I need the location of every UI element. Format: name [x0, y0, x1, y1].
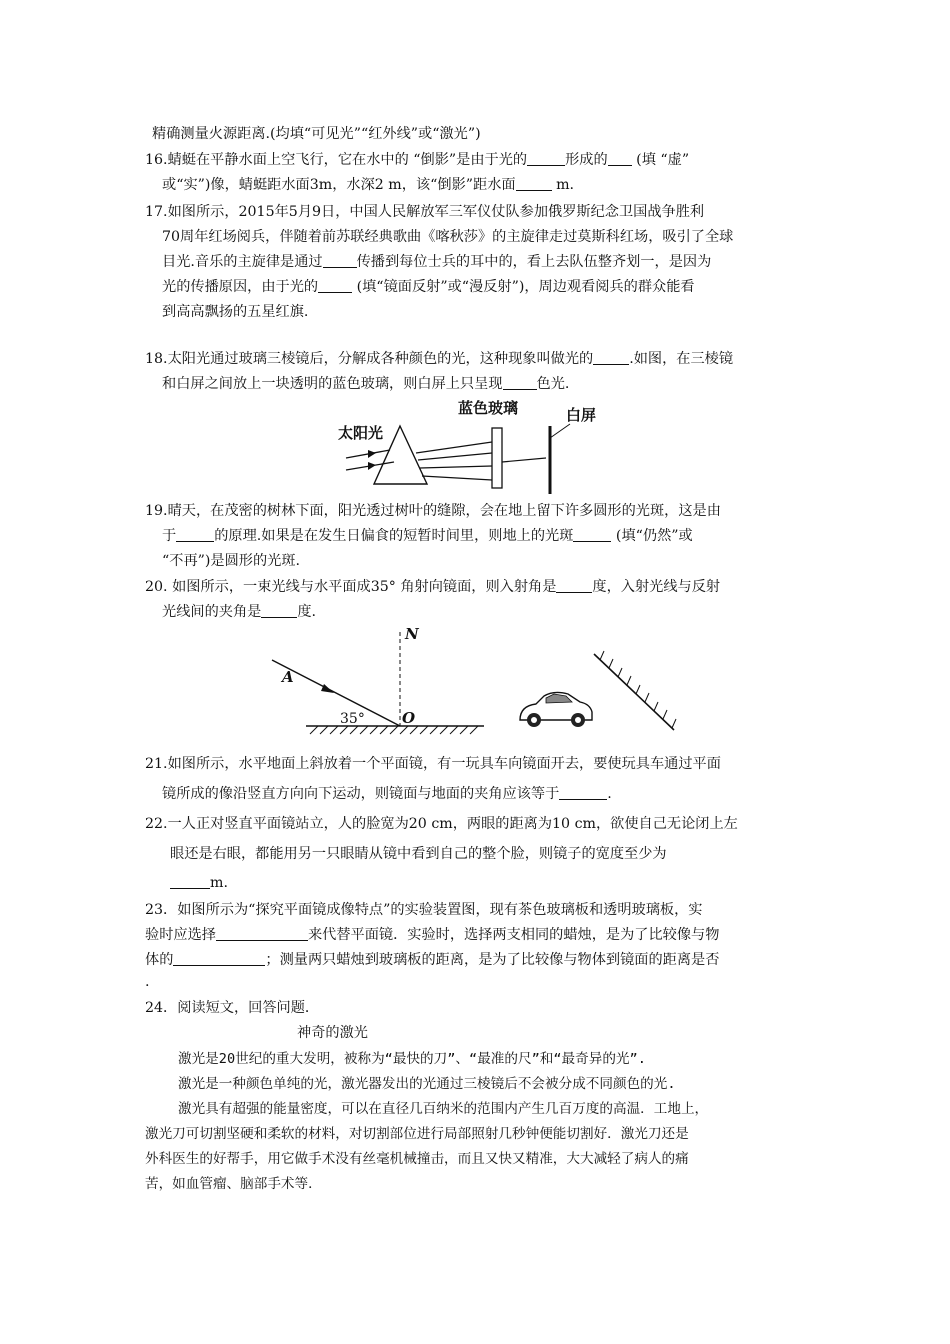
q23-line4: .	[145, 974, 150, 990]
ray-label: A	[282, 668, 294, 686]
q16-text: (填 “虚”	[631, 152, 690, 168]
q22-line2: 眼还是右眼，都能用另一只眼睛从镜中看到自己的整个脸，则镜子的宽度至少为	[170, 846, 667, 862]
prism-figure	[330, 398, 620, 498]
answer-blank[interactable]	[261, 602, 297, 618]
q24-paragraph: 苦，如血管瘤、脑部手术等．	[145, 1176, 322, 1192]
q18-line1	[145, 349, 733, 369]
q24-paragraph: 激光刀可切割坚硬和柔软的材料，对切割部位进行局部照射几秒钟便能切割好．激光刀还是	[145, 1126, 689, 1142]
answer-blank[interactable]	[323, 252, 357, 268]
sun-label: 太阳光	[338, 424, 384, 442]
point-label: O	[402, 709, 416, 727]
q20-text: 度.	[297, 604, 317, 620]
q21-line2	[162, 784, 612, 804]
q18-text: 色光.	[536, 376, 570, 392]
q18-text: .如图，在三棱镜	[629, 351, 734, 367]
refracted-ray	[422, 476, 492, 480]
car-mirror-figure	[510, 642, 710, 742]
q16-text: m.	[551, 177, 575, 193]
q21-text: .	[607, 786, 612, 802]
q23-text: 体的	[145, 952, 174, 968]
answer-blank[interactable]	[559, 784, 607, 800]
q23-text: 来代替平面镜．实验时，选择两支相同的蜡烛，是为了比较像与物	[307, 927, 720, 943]
reflection-figure	[260, 622, 500, 740]
refracted-ray	[420, 466, 492, 468]
q24-title: 神奇的激光	[297, 1025, 368, 1041]
q23-line3	[145, 950, 719, 970]
q19-line1: 19.晴天，在茂密的树林下面，阳光透过树叶的缝隙，会在地上留下许多圆形的光斑，这是由	[145, 503, 721, 519]
arrow-head	[321, 684, 334, 693]
q24-paragraph: 激光具有超强的能量密度，可以在直径几百纳米的范围内产生几百万度的高温．工地上，	[178, 1101, 709, 1117]
q17-text: (填“镜面反射”或“漫反射”)，周边观看阅兵的群众能看	[352, 279, 695, 295]
q18-text: 18.太阳光通过玻璃三棱镜后，分解成各种颜色的光，这种现象叫做光的	[145, 351, 594, 367]
answer-blank[interactable]	[216, 925, 308, 941]
screen-label-pointer	[550, 424, 570, 438]
q18-text: 和白屏之间放上一块透明的蓝色玻璃，则白屏上只呈现	[162, 376, 503, 392]
q17-text: 传播到每位士兵的耳中的，看上去队伍整齐划一，是因为	[356, 254, 712, 270]
answer-blank[interactable]	[527, 150, 565, 166]
q16-text: 形成的	[565, 152, 608, 168]
q17-text: 目光.音乐的主旋律是通过	[162, 254, 323, 270]
toy-car	[520, 692, 592, 727]
q17-line2: 70周年红场阅兵，伴随着前苏联经典歌曲《喀秋莎》的主旋律走过莫斯科红场，吸引了全球	[162, 229, 734, 245]
q16-text: 16.蜻蜓在平静水面上空飞行，它在水中的 “倒影”是由于光的	[145, 152, 528, 168]
answer-blank[interactable]	[593, 349, 629, 365]
answer-blank[interactable]	[556, 577, 592, 593]
blue-glass-plate	[492, 428, 502, 488]
q22-line3	[170, 873, 228, 893]
blue-glass-label: 蓝色玻璃	[458, 399, 519, 417]
q20-line2	[162, 602, 316, 622]
answer-blank[interactable]	[176, 526, 214, 542]
q21-line1: 21.如图所示，水平地面上斜放着一个平面镜，有一玩具车向镜面开去，要使玩具车通过平面	[145, 756, 721, 772]
q23-text: 验时应选择	[145, 927, 216, 943]
q16-text: 或“实”)像，蜻蜓距水面3m，水深2 m，该“倒影”距水面	[162, 177, 516, 193]
answer-blank[interactable]	[503, 374, 537, 390]
mirror-hatching	[310, 726, 478, 734]
q24-paragraph: 外科医生的好帮手，用它做手术没有丝毫机械撞击，而且又快又精准，大大减轻了病人的痛	[145, 1151, 689, 1167]
q17-text: 光的传播原因，由于光的	[162, 279, 319, 295]
q20-text: 光线间的夹角是	[162, 604, 262, 620]
answer-blank[interactable]	[516, 175, 552, 191]
answer-blank[interactable]	[608, 150, 632, 166]
q20-text: 度，入射光线与反射	[592, 579, 721, 595]
white-screen-label: 白屏	[566, 406, 597, 424]
q18-line2	[162, 374, 569, 394]
q23-line1: 23．如图所示为“探究平面镜成像特点”的实验装置图，现有茶色玻璃板和透明玻璃板，实	[145, 902, 703, 918]
q17-line4	[162, 277, 695, 297]
inclined-mirror	[594, 654, 674, 730]
q24-paragraph: 激光是一种颜色单纯的光，激光器发出的光通过三棱镜后不会被分成不同颜色的光.	[178, 1076, 676, 1092]
q20-text: 20. 如图所示，一束光线与水平面成35° 角射向镜面，则入射角是	[145, 579, 557, 595]
q19-line2	[162, 526, 693, 546]
answer-blank[interactable]	[318, 277, 352, 293]
refracted-ray	[418, 453, 492, 460]
q22-line1: 22.一人正对竖直平面镜站立，人的脸宽为20 cm，两眼的距离为10 cm，欲使自己无论闭上左	[145, 816, 738, 832]
q17-line1: 17.如图所示，2015年5月9日，中国人民解放军三军仪仗队参加俄罗斯纪念卫国战争胜利	[145, 204, 705, 220]
q23-text: ；测量两只蜡烛到玻璃板的距离，是为了比较像与物体到镜面的距离是否	[265, 952, 720, 968]
q16-line1	[145, 150, 689, 170]
answer-blank[interactable]	[173, 950, 265, 966]
transmitted-ray	[502, 458, 546, 462]
q19-text: (填“仍然”或	[611, 528, 693, 544]
q16-line2	[162, 175, 574, 195]
q20-line1	[145, 577, 720, 597]
q23-line2	[145, 925, 719, 945]
q17-line5: 到高高飘扬的五星红旗.	[162, 304, 309, 320]
q19-line3: “不再”)是圆形的光斑.	[162, 553, 301, 569]
arrow-head	[368, 462, 376, 470]
q15-tail: 精确测量火源距离.(均填“可见光”“红外线”或“激光”)	[152, 126, 481, 142]
q19-text: 于	[162, 528, 177, 544]
angle-label: 35°	[340, 711, 365, 727]
mirror-hatching	[600, 651, 676, 728]
refracted-ray	[416, 442, 492, 453]
q19-text: 的原理.如果是在发生日偏食的短暂时间里，则地上的光斑	[214, 528, 574, 544]
q24-line1: 24．阅读短文，回答问题．	[145, 1000, 320, 1016]
normal-label: N	[405, 625, 419, 643]
answer-blank[interactable]	[170, 873, 210, 889]
q22-text: m.	[210, 875, 228, 891]
q17-line3	[162, 252, 711, 272]
q21-text: 镜所成的像沿竖直方向向下运动，则镜面与地面的夹角应该等于	[162, 786, 560, 802]
q24-paragraph: 激光是20世纪的重大发明，被称为“最快的刀”、“最准的尺”和“最奇异的光”.	[178, 1051, 646, 1067]
answer-blank[interactable]	[573, 526, 611, 542]
arrow-head	[368, 450, 376, 458]
